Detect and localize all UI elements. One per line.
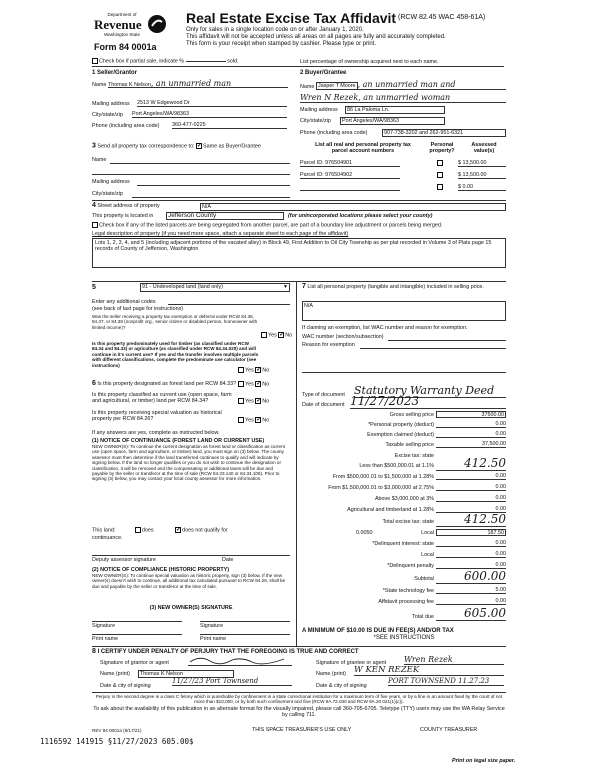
- logo-dept: Department of: [107, 12, 137, 17]
- owner-print-1[interactable]: [92, 634, 182, 635]
- tax-row-label: *Personal property (deduct): [368, 422, 434, 428]
- wac-field[interactable]: [388, 340, 506, 341]
- parcels-header-3b: value(s): [473, 148, 495, 155]
- correspondence-row: [92, 143, 261, 150]
- subtotal-label: Subtotal: [414, 576, 434, 582]
- partial-sale-checkbox[interactable]: [92, 58, 98, 64]
- buyer-name-value: Jasper T Moore: [318, 83, 356, 89]
- street-row: [92, 203, 160, 209]
- segregated-label: Check box if any of the listed parcels are being segregated from another parcel, are part of a boundary line adjustment or parcels being merged.: [99, 222, 443, 229]
- minimum-note: A MINIMUM OF $10.00 IS DUE IN FEE(S) AND/OR TAX: [302, 628, 454, 634]
- street-label: Street address of property: [97, 203, 160, 209]
- this-land-row: [92, 527, 290, 534]
- section5-q2: Is this property predominately used for timber (as classified under RCW 84.34 and 84.33) or agriculture (as classified under RCW 84.34.020) and will continue in it's current use? If yes and the transfer involves multiple parcels with different classifications, complete the predominate use calculator (see instructions): [92, 341, 259, 368]
- parcel-row: [300, 172, 506, 180]
- legal-size-note: Print on legal size paper.: [452, 758, 516, 764]
- bracket-value-hw[interactable]: 412.50: [436, 456, 506, 471]
- codes-field[interactable]: [168, 304, 290, 305]
- s6q2-yes-no: [238, 398, 269, 405]
- corr-city-label: City/state/zip: [92, 191, 123, 197]
- legal-description[interactable]: Lots 1, 2, 3, 4, and 5 (including adjacent portions of the vacated alley) in Block 49, First Addition to Oil City Township as per plat recorded in Volume 3 of Plats page 15 records of County of Jefferson, Washington: [92, 238, 506, 268]
- print-name-label: Print name: [92, 636, 119, 642]
- buyer-heading-label: Buyer/Grantee: [305, 70, 347, 76]
- s6q2-no-checkbox[interactable]: ✓: [256, 398, 262, 404]
- does-not-label: does not qualify for: [182, 527, 228, 534]
- parcel-id[interactable]: Parcel ID: 976504902: [300, 172, 400, 179]
- tax-row-label: Gross selling price: [389, 412, 434, 418]
- section7-num: 7: [302, 283, 306, 290]
- buyer-city-field[interactable]: Port Angeles/WA/98363: [340, 117, 445, 125]
- taxable-price-field[interactable]: 37,500.00: [436, 441, 506, 448]
- notice-3-heading: (3) NEW OWNER(S) SIGNATURE: [149, 605, 233, 611]
- buyer-name-handwritten-2: Wren N Rezek, an unmarried woman: [300, 93, 506, 103]
- q2-no-checkbox[interactable]: ✓: [256, 367, 262, 373]
- no-label: No: [285, 332, 293, 339]
- does-label: does: [141, 527, 154, 534]
- corr-mail-label: Mailing address: [92, 179, 130, 185]
- reason-field[interactable]: [360, 348, 506, 349]
- seller-phone-label: Phone (including area code): [92, 123, 160, 129]
- bracket-label: From $500,000.01 to $1,500,000 at 1.28%: [332, 474, 434, 480]
- local-tax-field[interactable]: 187.50: [436, 529, 506, 536]
- local-rate: 0.0050: [356, 530, 373, 536]
- buyer-name-handwritten-1: , an unmarried man and: [357, 80, 456, 89]
- personal-property-list[interactable]: N/A: [302, 301, 506, 321]
- sig-grantor-label: Signature of grantor or agent: [100, 660, 169, 666]
- print-name-label: Print name: [200, 636, 227, 642]
- signature-label: Signature: [200, 623, 224, 629]
- seller-heading: [92, 70, 137, 77]
- parcels-header-3a: Assessed: [471, 142, 497, 148]
- chevron-down-icon: ▼: [283, 284, 288, 290]
- notice-1-body: NEW OWNER(S): To continue the current designation as forest land or classification as current use (open space, farm and agriculture, or timber) land, you must sign on (3) below. The county assessor must then determine if the land transferred continues to qualify and will indicate by signing below. If the land no longer qualifies or you do not wish to continue the designation or classification, it will be removed and the compensating or additional taxes will be due and payable by the seller or transferor at the time of sale (RCW 84.33.140 or 84.34.108). Prior to signing (3) below, you may contact your local county assessor for more information.: [92, 444, 285, 482]
- no-label: No: [262, 381, 270, 388]
- parcels-header-2a: Personal: [430, 142, 454, 148]
- section6-num: 6: [92, 380, 96, 387]
- tech-fee-field[interactable]: 5.00: [436, 587, 506, 594]
- enter-codes: Enter any additional codes: [92, 299, 156, 305]
- buyer-num: 2: [300, 70, 304, 76]
- notice-2-body: NEW OWNER(S): To continue special valuation as historic property, sign (3) below. If the new owner(s) doesn't wish to continue, all additional tax calculated pursuant to RCW 84.26, shall be due and payable by the seller or transferor at the time of sale.: [92, 573, 286, 589]
- notice-2-heading: (2) NOTICE OF COMPLIANCE (HISTORIC PROPERTY): [92, 567, 230, 573]
- total-state-label: Total excise tax: state: [382, 519, 434, 525]
- see-back: (see back of last page for instructions): [92, 306, 184, 312]
- same-as-buyer-label: Same as Buyer/Grantee: [203, 143, 261, 150]
- total-due-label: Total due: [412, 614, 434, 620]
- corr-name-field[interactable]: [110, 163, 290, 164]
- parcel-value[interactable]: $ 0.00: [458, 184, 506, 191]
- grantee-name-label: Name (print): [316, 671, 346, 677]
- seller-mail-label: Mailing address: [92, 101, 130, 107]
- s6q2-yes-checkbox[interactable]: [238, 398, 244, 404]
- bracket-label: From $1,500,000.01 to $3,000,000 at 2.75%: [328, 485, 434, 491]
- q1-yes-checkbox[interactable]: [261, 332, 267, 338]
- interest-local-label: Local: [421, 552, 434, 558]
- segregated-checkbox[interactable]: [92, 222, 98, 228]
- tech-fee-label: *State technology fee: [382, 588, 434, 594]
- doc-date-field[interactable]: 11/27/2023: [350, 394, 506, 409]
- logo-emblem-icon: [147, 14, 167, 34]
- processing-fee-label: Affidavit processing fee: [378, 599, 434, 605]
- parcel-value[interactable]: $ 13,500.00: [458, 160, 506, 167]
- doc-date-label: Date of document: [302, 402, 345, 408]
- personal-property-checkbox[interactable]: [437, 172, 443, 178]
- section8-num: 8: [92, 648, 96, 655]
- dor-logo: [92, 12, 172, 52]
- penalty-label: *Delinquent penalty: [387, 563, 434, 569]
- logo-agency: Revenue: [94, 17, 142, 32]
- buyer-mail-label: Mailing address: [300, 107, 338, 113]
- buyer-city-label: City/state/zip: [300, 118, 331, 124]
- parcels-header-1b: parcel account numbers: [331, 148, 395, 155]
- no-label: No: [262, 367, 270, 374]
- buyer-phone-field[interactable]: 907-738-3202 and 262-951-6321: [382, 129, 506, 137]
- grantor-date-label: Date & city of signing: [100, 683, 151, 689]
- excise-state-label: Excise tax: state: [394, 453, 434, 459]
- s6q3-no-checkbox[interactable]: ✓: [256, 417, 262, 423]
- grantee-date-label: Date & city of signing: [316, 683, 367, 689]
- tax-row-label: Taxable selling price: [385, 442, 434, 448]
- seller-phone-field[interactable]: 360-477-0225: [172, 122, 287, 129]
- deputy-signature-field[interactable]: [92, 555, 222, 556]
- seller-name-value: Thomas K Nelson: [108, 82, 151, 88]
- treasurer-only: THIS SPACE TREASURER'S USE ONLY: [252, 727, 352, 733]
- form-rcw: (RCW 82.45 WAC 458-61A): [398, 14, 486, 21]
- parcels-header-1: [300, 142, 426, 154]
- personal-property-checkbox[interactable]: [437, 184, 443, 190]
- section7-text: List all personal property (tangible and intangible) included in selling price.: [307, 284, 484, 290]
- section6-q3: Is this property receiving special valuation as historical property per RCW 84.26?: [92, 410, 222, 423]
- grantee-date-hw[interactable]: PORT TOWNSEND 11.27.23: [388, 677, 504, 686]
- interest-state-label: *Delinquent interest: state: [372, 541, 434, 547]
- personal-property-checkbox[interactable]: [437, 160, 443, 166]
- no-label: No: [262, 417, 270, 424]
- parcel-id[interactable]: [300, 184, 400, 191]
- reason-label: Reason for exemption: [302, 342, 355, 348]
- continuance-label: continuance.: [92, 535, 123, 541]
- local-label: Local: [421, 530, 434, 536]
- seller-name-label: Name: [92, 82, 107, 88]
- rev-number: REV 84 0001a (9/17/21): [92, 728, 142, 733]
- certify-label: I CERTIFY UNDER PENALTY OF PERJURY THAT THE FOREGOING IS TRUE AND CORRECT: [97, 649, 359, 655]
- section6-q1-text: Is this property designated as forest land per RCW 84.33?: [97, 381, 237, 387]
- property-num: 4: [92, 202, 96, 209]
- section6-q2: Is this property classified as current use (open space, farm and agricultural, or timber) land per RCW 84.34?: [92, 392, 232, 405]
- parcel-id[interactable]: Parcel ID: 976504901: [300, 160, 400, 167]
- s6q1-no-checkbox[interactable]: ✓: [256, 381, 262, 387]
- grantor-date-hw[interactable]: 11/27/23 Port Townsend: [172, 677, 292, 686]
- bracket-value[interactable]: 0.00: [436, 495, 506, 502]
- land-use-select[interactable]: [140, 283, 290, 292]
- total-state-hw[interactable]: 412.50: [436, 512, 506, 527]
- bracket-label: Less than $500,000.01 at 1.1%: [359, 463, 434, 469]
- list-percentage-note: List percentage of ownership acquired next to each name.: [300, 59, 439, 65]
- personal-property-deduct[interactable]: 0.00: [436, 421, 506, 428]
- deputy-label: Deputy assessor signature: [92, 557, 156, 563]
- owner-signature-2[interactable]: [200, 621, 290, 622]
- perjury-notice: Perjury in the second degree is a class C felony which is punishable by confinement in a state correctional institution for a maximum term of five years, or by a fine in an amount fixed by the court of not more than $10,000, or by both such confinement and fine (RCW 9A.72.030 and RCW 9A.20.021(1)(c)).: [95, 694, 503, 705]
- segregated-row: [92, 222, 442, 229]
- notice-1-heading: (1) NOTICE OF CONTINUANCE (FOREST LAND OR CURRENT USE): [92, 438, 265, 444]
- located-label: This property is located in: [92, 213, 154, 219]
- form-title: Real Estate Excise Tax Affidavit: [186, 10, 397, 26]
- corr-name-label: Name: [92, 157, 107, 163]
- recorder-stamp: 1116592 141915 §11/27/2023 605.00$: [40, 737, 194, 746]
- signature-label: Signature: [92, 623, 116, 629]
- seller-city-label: City/state/zip: [92, 112, 123, 118]
- sig-grantee-label: Signature of grantee or agent: [316, 660, 387, 666]
- q2-yes-checkbox[interactable]: [238, 367, 244, 373]
- bracket-label: Above $3,000,000 at 3%: [374, 496, 434, 502]
- bracket-value[interactable]: 0.00: [436, 484, 506, 491]
- this-land-label: This land:: [92, 527, 116, 534]
- seller-heading-label: Seller/Grantor: [97, 70, 138, 76]
- bracket-label: Agricultural and timberland at 1.28%: [347, 507, 434, 513]
- seller-city-field[interactable]: Port Angeles/WA/98363: [132, 111, 287, 118]
- q2-yes-no: [238, 367, 269, 374]
- grantor-name-label: Name (print): [100, 671, 130, 677]
- doc-type-label: Type of document: [302, 392, 345, 398]
- deputy-date-label: Date: [222, 557, 234, 563]
- parcels-header-1a: List all real and personal property tax: [315, 142, 411, 148]
- interest-state-field[interactable]: 0.00: [436, 540, 506, 547]
- gross-price-field[interactable]: 37500.00: [436, 411, 506, 418]
- bracket-value[interactable]: 0.00: [436, 473, 506, 480]
- interest-local-field[interactable]: 0.00: [436, 551, 506, 558]
- tax-row-label: Exemption claimed (deduct): [367, 432, 434, 438]
- logo-state: Washington State: [104, 32, 141, 37]
- deputy-date-field[interactable]: [222, 555, 290, 556]
- parcels-header-2: [424, 142, 460, 154]
- located-note: (for unincorporated locations please select your county): [288, 213, 433, 219]
- exemption-deduct[interactable]: 0.00: [436, 431, 506, 438]
- land-does-checkbox[interactable]: [135, 527, 141, 533]
- parcel-value[interactable]: $ 13,500.00: [458, 172, 506, 179]
- partial-pct-field[interactable]: [186, 61, 226, 62]
- parcel-row: [300, 160, 506, 168]
- no-label: No: [262, 398, 270, 405]
- section5-q1: Was the seller receiving a property tax exemption or deferral under RCW 84.36, 84.37, or 84.38 (nonprofit org., senior citizen or disabled person, homeowner with limited income)?: [92, 314, 258, 330]
- subtotal-hw[interactable]: 600.00: [436, 569, 506, 584]
- buyer-mail-field[interactable]: 86 La Paloma Ln.: [345, 106, 445, 114]
- exemption-label: If claiming an exemption, list WAC number and reason for exemption.: [302, 325, 468, 331]
- total-due-hw[interactable]: 605.00: [436, 606, 506, 621]
- partial-sold-label: sold.: [227, 58, 239, 65]
- same-as-buyer-checkbox[interactable]: ✓: [197, 143, 203, 149]
- section5-num: 5: [92, 284, 96, 291]
- land-use-value: 91 - Undeveloped land (land only): [142, 284, 223, 290]
- seller-name-handwritten: , an unmarried man: [150, 79, 232, 88]
- parcels-header-2b: property?: [429, 148, 455, 155]
- header-note-1: Only for sales in a single location code on or after January 1, 2020.: [186, 27, 364, 33]
- partial-sale-row: [92, 58, 312, 65]
- bracket-value[interactable]: 0.00: [436, 506, 506, 513]
- q1-no-checkbox[interactable]: ✓: [279, 332, 285, 338]
- grantor-name-field[interactable]: Thomas K Nelson: [138, 670, 234, 678]
- owner-print-2[interactable]: [200, 634, 290, 635]
- yes-label: Yes: [245, 367, 254, 374]
- yes-label: Yes: [245, 417, 254, 424]
- land-does-not-checkbox[interactable]: ✓: [176, 527, 182, 533]
- processing-fee-field[interactable]: 0.00: [436, 598, 506, 605]
- s6q1-yes-no: [238, 381, 269, 388]
- section7-label: [302, 284, 506, 290]
- doc-type-field[interactable]: Statutory Warranty Deed: [354, 384, 506, 398]
- yes-label: Yes: [245, 381, 254, 388]
- see-instructions: *SEE INSTRUCTIONS: [373, 635, 435, 641]
- grantee-name-hw[interactable]: W KEN REZEK: [354, 665, 504, 676]
- parcel-row: [300, 184, 506, 192]
- street-field[interactable]: N/A: [200, 203, 506, 211]
- s6q3-yes-checkbox[interactable]: [238, 417, 244, 423]
- s6q1-yes-checkbox[interactable]: [238, 381, 244, 387]
- buyer-name-field[interactable]: [316, 82, 506, 90]
- seller-name-field[interactable]: [108, 81, 288, 88]
- header-note-3: This form is your receipt when stamped by cashier. Please type or print.: [186, 41, 377, 47]
- partial-sale-label: Check box if partial sale, indicate %: [99, 58, 185, 65]
- penalty-field[interactable]: 0.00: [436, 562, 506, 569]
- seller-num: 1: [92, 70, 96, 76]
- form-number: Form 84 0001a: [94, 42, 157, 52]
- q1-yes-no: [261, 332, 292, 339]
- correspondence-label: Send all property tax correspondence to:: [97, 143, 195, 150]
- buyer-heading: [300, 70, 346, 77]
- county-treasurer: COUNTY TREASURER: [420, 727, 478, 733]
- legal-label: Legal description of property (if you need more space, attach a separate sheet to each page of the affidavit): [92, 231, 349, 237]
- corr-mail-field[interactable]: [137, 185, 290, 186]
- section6-q1: [92, 381, 242, 387]
- yes-label: Yes: [245, 398, 254, 405]
- yes-label: Yes: [268, 332, 277, 339]
- accessibility-notice: To ask about the availability of this publication in an alternate format for the visually impaired, please call 360-705-6705. Teletype (TTY) users may use the WA Relay Service by calling 711.: [93, 706, 505, 719]
- located-field[interactable]: Jefferson County: [166, 212, 284, 220]
- wac-label: WAC number (section/subsection): [302, 334, 384, 340]
- buyer-phone-label: Phone (including area code): [300, 130, 368, 136]
- buyer-name-label: Name: [300, 84, 315, 90]
- correspondence-num: 3: [92, 142, 96, 150]
- s6q3-yes-no: [238, 417, 269, 424]
- corr-city-field[interactable]: [132, 197, 290, 198]
- seller-mail-field[interactable]: 2513 W Edgewood Dr: [137, 100, 287, 107]
- if-yes-note: If any answers are yes, complete as instructed below.: [92, 430, 220, 436]
- header-note-2: This affidavit will not be accepted unless all areas on all pages are fully and accurately completed.: [186, 34, 446, 40]
- owner-signature-1[interactable]: [92, 621, 182, 622]
- parcels-header-3: [462, 142, 506, 154]
- grantee-signature-hw[interactable]: Wren Rezek: [404, 655, 504, 665]
